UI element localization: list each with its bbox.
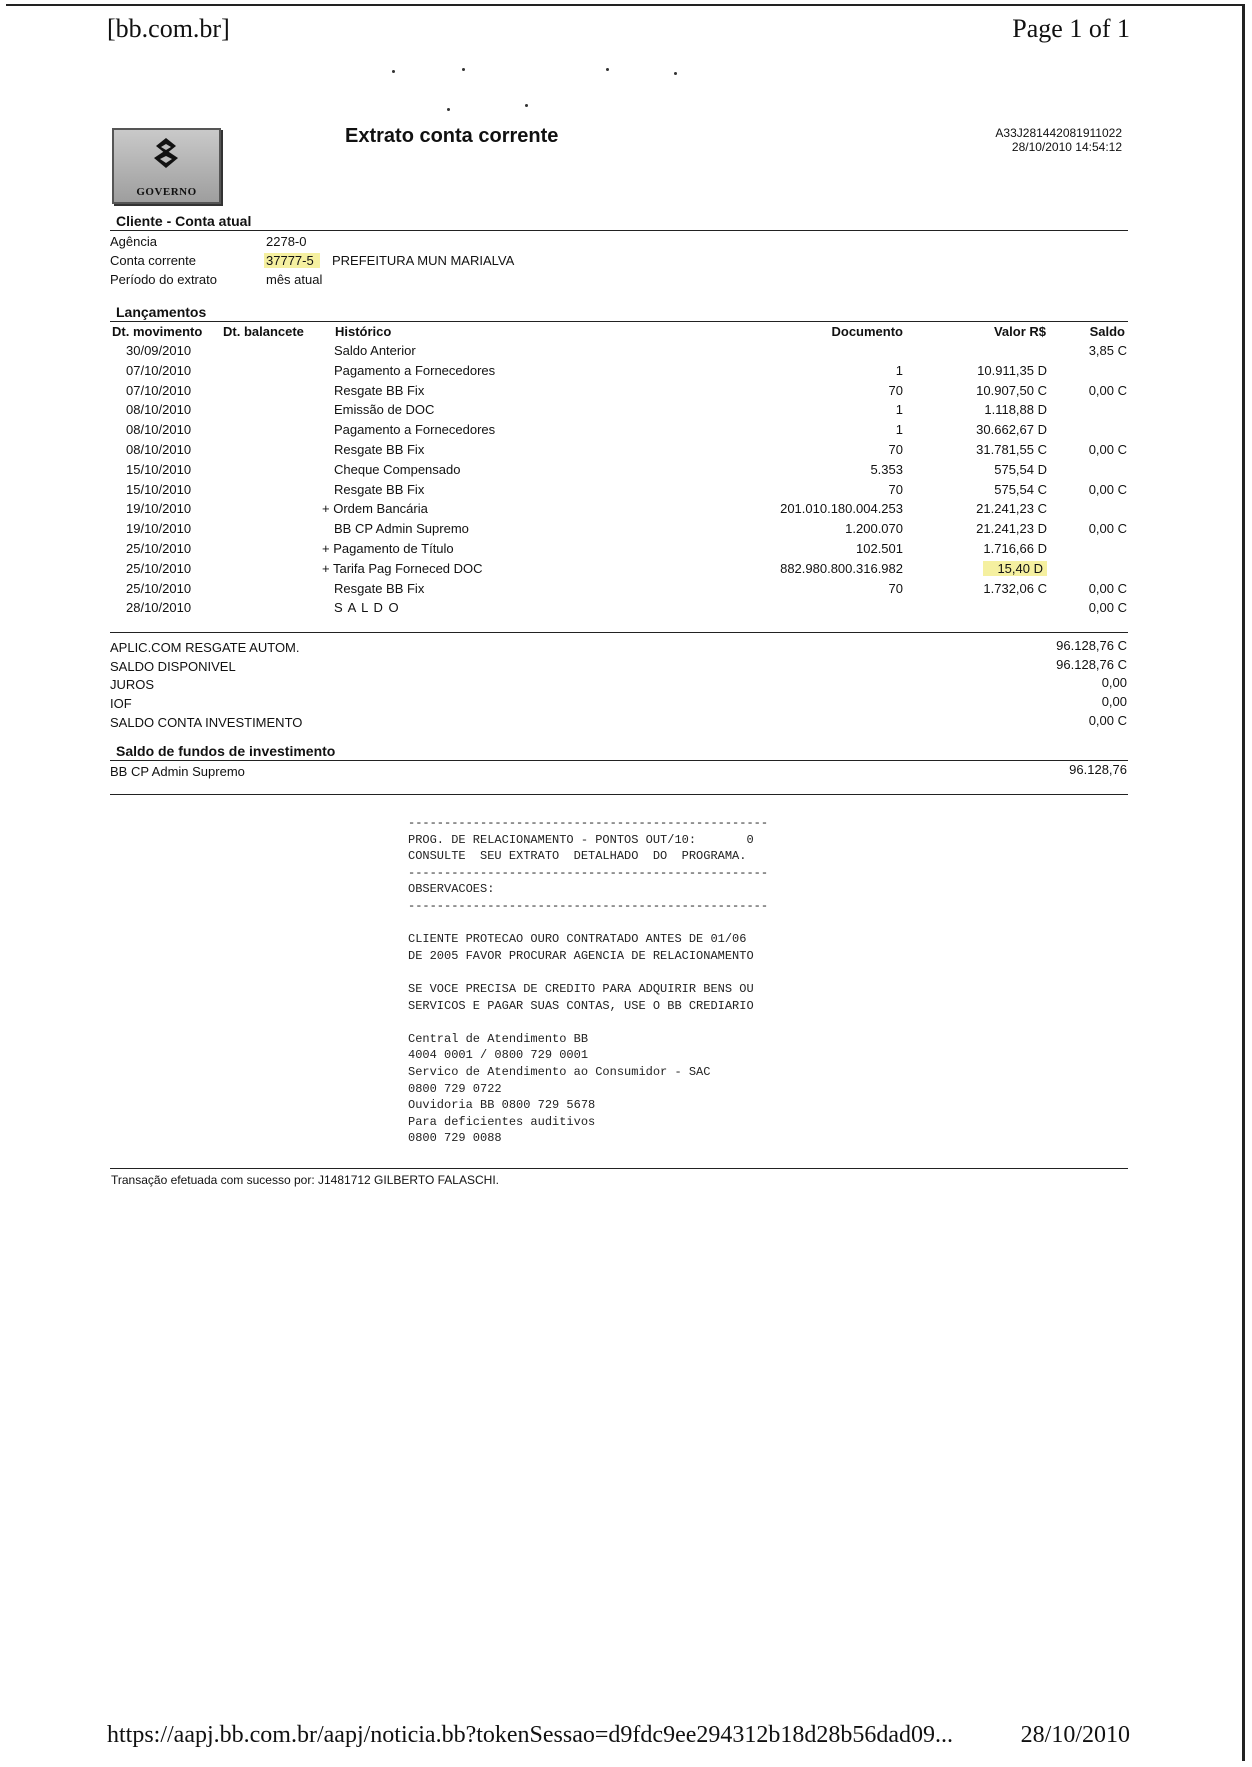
row-dt-movimento: 25/10/2010 [126, 541, 192, 556]
row-historico: Cheque Compensado [334, 462, 461, 477]
row-documento: 882.980.800.316.982 [780, 561, 903, 576]
col-header-dt-movimento: Dt. movimento [112, 324, 203, 339]
row-dt-movimento: 28/10/2010 [126, 600, 192, 615]
scan-speck [462, 68, 465, 71]
mensagem-line: Servico de Atendimento ao Consumidor - SAC [408, 1065, 711, 1079]
browser-header-site: [bb.com.br] [107, 14, 230, 43]
browser-header-page: Page 1 of 1 [1012, 14, 1130, 43]
row-historico: Resgate BB Fix [334, 581, 425, 596]
row-valor: 1.716,66 D [983, 541, 1047, 556]
titular-value: PREFEITURA MUN MARIALVA [332, 253, 515, 268]
row-historico: + Pagamento de Título [322, 541, 454, 556]
row-dt-movimento: 08/10/2010 [126, 442, 192, 457]
row-dt-movimento: 25/10/2010 [126, 561, 192, 576]
mensagem-line: 0800 729 0088 [408, 1131, 502, 1145]
row-historico: Resgate BB Fix [334, 442, 425, 457]
conta-value: 37777-5 [264, 253, 320, 268]
row-documento: 1.200.070 [845, 521, 903, 536]
mensagem-line: SERVICOS E PAGAR SUAS CONTAS, USE O BB CREDIARIO [408, 999, 754, 1013]
section-fundos: Saldo de fundos de investimento [116, 743, 336, 759]
scan-speck [525, 104, 528, 107]
mensagem-line: 0800 729 0722 [408, 1082, 502, 1096]
row-valor: 575,54 C [994, 482, 1047, 497]
mensagem-line: -------------------------------------------------- [408, 866, 769, 880]
browser-footer-url: https://aapj.bb.com.br/aapj/noticia.bb?tokenSessao=d9fdc9ee294312b18d28b56dad09... [107, 1722, 954, 1748]
row-documento: 70 [888, 442, 903, 457]
mensagem-line: -------------------------------------------------- [408, 816, 769, 830]
row-valor: 1.732,06 C [983, 581, 1047, 596]
resumo-label: IOF [110, 696, 132, 711]
row-dt-movimento: 25/10/2010 [126, 581, 192, 596]
col-header-dt-balancete: Dt. balancete [223, 324, 304, 339]
row-valor: 30.662,67 D [976, 422, 1047, 437]
divider [110, 321, 1128, 322]
document-datetime: 28/10/2010 14:54:12 [1011, 140, 1122, 154]
row-dt-movimento: 08/10/2010 [126, 422, 192, 437]
row-historico: + Ordem Bancária [322, 501, 428, 516]
resumo-value: 0,00 [1101, 694, 1127, 709]
resumo-label: SALDO CONTA INVESTIMENTO [110, 715, 303, 730]
periodo-label: Período do extrato [110, 272, 217, 287]
fundo-value: 96.128,76 [1069, 762, 1127, 777]
row-saldo: 0,00 C [1088, 383, 1127, 398]
row-valor: 1.118,88 D [984, 402, 1047, 417]
row-documento: 70 [888, 581, 903, 596]
conta-label: Conta corrente [110, 253, 196, 268]
divider [110, 760, 1128, 761]
col-header-documento: Documento [831, 324, 903, 339]
scan-speck [606, 68, 609, 71]
mensagem-line: PROG. DE RELACIONAMENTO - PONTOS OUT/10: 0 [408, 833, 754, 847]
row-valor: 21.241,23 D [976, 521, 1047, 536]
row-valor: 31.781,55 C [976, 442, 1047, 457]
divider [110, 794, 1128, 795]
row-saldo: 0,00 C [1088, 521, 1127, 536]
row-valor: 10.911,35 D [977, 363, 1047, 378]
bank-logo [112, 128, 221, 204]
page-title: Extrato conta corrente [345, 125, 559, 147]
resumo-value: 96.128,76 C [1056, 638, 1127, 653]
divider [110, 632, 1128, 633]
row-valor: 15,40 D [983, 561, 1047, 576]
mensagem-line: CLIENTE PROTECAO OURO CONTRATADO ANTES DE 01/06 [408, 932, 747, 946]
col-header-saldo: Saldo [1089, 324, 1125, 339]
mensagem-line: -------------------------------------------------- [408, 899, 769, 913]
row-documento: 201.010.180.004.253 [780, 501, 903, 516]
row-documento: 102.501 [856, 541, 903, 556]
scan-speck [447, 108, 450, 111]
row-historico: + Tarifa Pag Forneced DOC [322, 561, 483, 576]
row-historico: Pagamento a Fornecedores [334, 422, 496, 437]
row-documento: 1 [895, 402, 903, 417]
row-historico: Pagamento a Fornecedores [334, 363, 496, 378]
row-historico: Saldo Anterior [334, 343, 416, 358]
row-dt-movimento: 19/10/2010 [126, 501, 192, 516]
row-dt-movimento: 15/10/2010 [126, 482, 192, 497]
bb-logo-icon [144, 136, 188, 172]
periodo-value: mês atual [266, 272, 323, 287]
row-valor: 10.907,50 C [976, 383, 1047, 398]
row-dt-movimento: 07/10/2010 [126, 383, 192, 398]
mensagem-line: SE VOCE PRECISA DE CREDITO PARA ADQUIRIR BENS OU [408, 982, 754, 996]
scan-speck [674, 72, 677, 75]
row-historico: Emissão de DOC [334, 402, 435, 417]
mensagem-line: Para deficientes auditivos [408, 1115, 596, 1129]
row-documento: 1 [895, 363, 903, 378]
scan-speck [392, 70, 395, 73]
mensagem-line: 4004 0001 / 0800 729 0001 [408, 1048, 589, 1062]
row-saldo: 0,00 C [1088, 581, 1127, 596]
row-historico: BB CP Admin Supremo [334, 521, 469, 536]
mensagem-line: Ouvidoria BB 0800 729 5678 [408, 1098, 596, 1112]
agencia-value: 2278-0 [266, 234, 307, 249]
mensagem-line: Central de Atendimento BB [408, 1032, 589, 1046]
row-saldo: 3,85 C [1088, 343, 1127, 358]
mensagem-line: DE 2005 FAVOR PROCURAR AGENCIA DE RELACIONAMENTO [408, 949, 754, 963]
row-valor: 21.241,23 C [976, 501, 1047, 516]
row-dt-movimento: 07/10/2010 [126, 363, 192, 378]
resumo-value: 96.128,76 C [1056, 657, 1127, 672]
row-historico: Resgate BB Fix [334, 482, 425, 497]
resumo-label: JUROS [110, 677, 155, 692]
row-historico: Resgate BB Fix [334, 383, 425, 398]
resumo-value: 0,00 C [1088, 713, 1127, 728]
row-historico: S A L D O [334, 600, 400, 615]
agencia-label: Agência [110, 234, 157, 249]
row-dt-movimento: 08/10/2010 [126, 402, 192, 417]
col-header-valor: Valor R$ [993, 324, 1046, 339]
row-documento: 1 [895, 422, 903, 437]
resumo-label: APLIC.COM RESGATE AUTOM. [110, 640, 300, 655]
row-dt-movimento: 19/10/2010 [126, 521, 192, 536]
row-dt-movimento: 30/09/2010 [126, 343, 192, 358]
row-saldo: 0,00 C [1088, 442, 1127, 457]
col-header-historico: Histórico [335, 324, 392, 339]
row-documento: 5.353 [870, 462, 903, 477]
fundo-name: BB CP Admin Supremo [110, 764, 245, 779]
mensagem-line: CONSULTE SEU EXTRATO DETALHADO DO PROGRAMA. [408, 849, 747, 863]
row-saldo: 0,00 C [1088, 600, 1127, 615]
row-valor: 575,54 D [994, 462, 1047, 477]
document-id-block [995, 126, 1122, 154]
divider [110, 1168, 1128, 1169]
transacao-text: Transação efetuada com sucesso por: J1481712 GILBERTO FALASCHI. [111, 1173, 499, 1187]
logo-text: GOVERNO [136, 186, 197, 198]
row-documento: 70 [888, 482, 903, 497]
row-documento: 70 [888, 383, 903, 398]
section-lancamentos: Lançamentos [116, 304, 207, 320]
resumo-label: SALDO DISPONIVEL [110, 659, 236, 674]
resumo-value: 0,00 [1101, 675, 1127, 690]
row-saldo: 0,00 C [1088, 482, 1127, 497]
mensagem-line: OBSERVACOES: [408, 882, 495, 896]
row-dt-movimento: 15/10/2010 [126, 462, 192, 477]
section-cliente: Cliente - Conta atual [116, 213, 252, 229]
document-id: A33J281442081911022 [995, 126, 1122, 140]
divider [110, 230, 1128, 231]
browser-footer-date: 28/10/2010 [1020, 1722, 1130, 1748]
